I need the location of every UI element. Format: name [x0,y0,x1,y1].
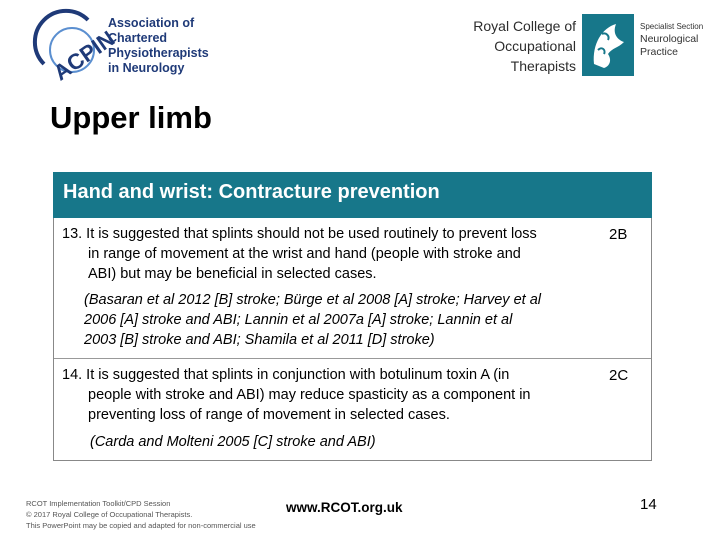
rcot-line: Occupational [494,38,576,54]
acpin-line: Association of [108,16,195,30]
acpin-line: in Neurology [108,61,185,75]
footer-url-link[interactable]: www.RCOT.org.uk [286,500,403,515]
footer-copyright [26,498,286,531]
recommendation-line: in range of movement at the wrist and hand (people with stroke and [88,246,521,262]
acpin-mark: ACPIN [48,25,120,86]
reference-line: 2006 [A] stroke and ABI; Lannin et al 2007a [A] stroke; Lannin et al [84,312,513,328]
ssnp-small: Specialist Section [640,22,704,31]
recommendation-line: 13. It is suggested that splints should not be used routinely to prevent loss [62,226,537,242]
ssnp-name [640,20,720,59]
panel-heading: Hand and wrist: Contracture prevention [53,172,652,218]
rcot-line: Royal College of [473,18,576,34]
grade-badge: 2B [609,226,628,243]
rcot-name [468,16,576,76]
recommendation-13 [62,224,537,284]
recommendation-line: ABI) but may be beneficial in selected cases. [88,266,377,282]
ssnp-line: Practice [640,46,678,58]
references-14 [90,432,376,452]
references-13 [84,290,541,350]
acpin-logo [38,14,120,86]
recommendation-line: preventing loss of range of movement in selected cases. [88,407,450,423]
footer-line: RCOT Implementation Toolkit/CPD Session [26,499,171,508]
acpin-line: Physiotherapists [108,46,209,60]
reference-line: 2003 [B] stroke and ABI; Shamila et al 2011 [D] stroke) [84,332,435,348]
ssnp-line: Neurological [640,33,699,45]
recommendation-line: people with stroke and ABI) may reduce spasticity as a component in [88,387,531,403]
reference-line: (Basaran et al 2012 [B] stroke; Bürge et al 2008 [A] stroke; Harvey et al [84,292,541,308]
footer-line: This PowerPoint may be copied and adapted for non-commercial use [26,521,256,530]
footer-line: © 2017 Royal College of Occupational Therapists. [26,510,193,519]
recommendation-line: 14. It is suggested that splints in conjunction with botulinum toxin A (in [62,367,510,383]
rcot-line: Therapists [510,58,576,74]
grade-badge: 2C [609,367,629,384]
rcot-emblem-icon [582,14,634,76]
page-number: 14 [640,496,657,513]
reference-line: (Carda and Molteni 2005 [C] stroke and ABI) [90,434,376,450]
row-divider [54,358,651,359]
acpin-line: Chartered [108,31,168,45]
page-title: Upper limb [50,100,212,135]
recommendation-14 [62,365,530,425]
acpin-name [108,16,228,76]
